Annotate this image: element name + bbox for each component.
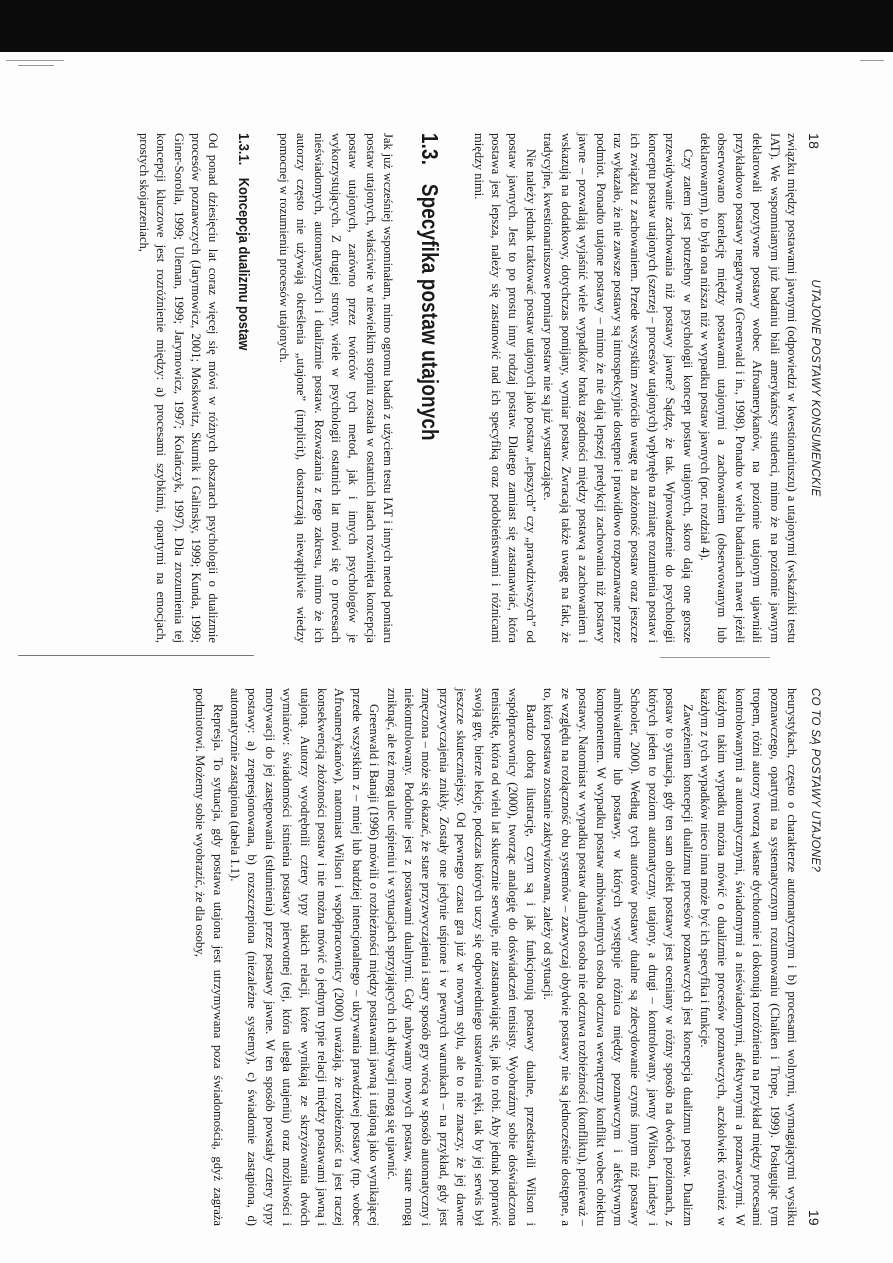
- page-number: 18: [806, 133, 822, 150]
- paragraph: związku między postawami jawnymi (odpowiedzi w kwestionariuszu) a utajonymi (wskaźniki testu IAT). We wspomnianym już badaniu biali amerykańscy studenci, mimo że na poziomie jawnym deklarowali pozytywne postawy wobec Afroamerykanów, na poziomie utajonym ujawniali przykładowo postawy negatywne (Greenwald i in., 1998). Ponadto w wielu badaniach nawet jeżeli obserwowano korelację między postawami utajonymi a zachowaniem (obserwowanym lub deklarowanym), to była ona niższa niż w wypadku postaw jawnych (por. rozdział 4).: [697, 133, 799, 643]
- page-header: [800, 133, 822, 643]
- page-18: [86, 133, 822, 643]
- section-title: Specyfika postaw utajonych: [417, 183, 444, 441]
- running-header: UTAJONE POSTAWY KONSUMENCKIE: [809, 279, 821, 497]
- gutter-line: [660, 657, 770, 658]
- scan-top-border: [0, 0, 893, 52]
- subsection-number: 1.3.1.: [235, 133, 253, 166]
- section-number: 1.3.: [417, 133, 444, 166]
- paragraph: Nie należy jednak traktować postaw utajonych jako postaw „lepszych” czy „prawdziwszych” od postaw jawnych. Jest to po prostu inny rodzaj postaw. Dlatego zamiast się zastanawiać, która postawa jest lepsza, należy się zastanowić nad ich specyfiką oraz podobieństwami i różnicami między nimi.: [471, 133, 538, 643]
- subsection-heading: [235, 133, 252, 572]
- paragraph: heurystykach, często o charakterze automatycznym i b) procesami wolnymi, wymagającymi wysiłku poznawczego, opartymi na systematycznym rozumowaniu (Chaiken i Trope, 1999). Posługując tym tropem, różni autorzy tworzą własne dychotomie i dokonują rozróżnienia na przykład między procesami kontrolowanymi a automatycznymi, świadomymi a nieświadomymi, afektywnymi a poznawczymi. W każdym takim wypadku można mówić o dualizmie procesów poznawczych, aczkolwiek również w każdym z tych wypadków nieco inna może być ich specyfika i funkcje.: [697, 688, 799, 1226]
- paragraph: Greenwald i Banaji (1996) mówili o rozbieżności między postawami jawną i utajoną jako wynikającej przede wszystkim z – mniej lub bardziej intencjonalnego – ukrywania prawdziwej postawy (np. wobec Afroamerykanów), natomiast Wilson i współpracownicy (2000) uważają, że rozbieżność ta jest raczej konsekwencją złożoności postaw i nie można mówić o jednym typie relacji między postawami jawną i utajoną. Autorzy wyodrębnili cztery typy takich relacji, które wynikają ze skrzyżowania dwóch wymiarów: świadomości istnienia postawy pierwotnej (tej, która uległa utajeniu) oraz możliwości i motywacji do jej zastępowania (stłumienia) przez postawy jawne. W ten sposób powstały cztery typy postawy: a) zrepresjonowana, b) rozszczepiona (niezależne systemy), c) świadomie zastąpiona, d) automatycznie zastąpiona (tabela 1.1).: [228, 688, 382, 1226]
- page-number: 19: [806, 1209, 822, 1226]
- paragraph: Bardzo dobrą ilustrację, czym są i jak funkcjonują postawy dualne, przedstawili Wilson i współpracownicy (2000), tworząc analogię do doświadczeń tenisisty. Wyobraźmy sobie doświadczona tenisistkę, która od wielu lat skutecznie serwuje, nie zastanawiając się, jak to robi. Aby jednak poprawić swoją grę, bierze lekcje, podczas których uczy się odpowiedniego ustawienia ręki, tak by jej serwis był jeszcze skuteczniejszy. Od pewnego czasu gra już w nowym stylu, ale to nie znaczy, że jej dawne przyzwyczajenia znikły. Zostały one jedynie uśpione i w pewnych warunkach – na przykład, gdy jest zmęczona – może się okazać, że stare przyzwyczajenia i stary sposób gry wrócą w sposób automatyczny i niekontrolowany. Podobnie jest z postawami dualnymi. Gdy nabywamy nowych postaw, stare mogą zniknąć, ale też mogą ulec uśpieniu i w sytuacjach sprzyjających ich aktywacji mogą się ujawnić.: [384, 688, 538, 1226]
- subsection-title: Koncepcja dualizmu postaw: [235, 177, 253, 351]
- gutter-line: [18, 655, 254, 656]
- paragraph: Od ponad dziesięciu lat coraz więcej się mówi w różnych obszarach psychologii o dualizmie procesów poznawczych (Jarymowicz, 2001; Moskowitz, Skurnik i Galinsky, 1999; Kunda, 1999; Giner-Sorolla, 1999; Uleman, 1999; Jarymowicz, 1997; Kolańczyk, 1997). Dla zrozumienia tej koncepcji kluczowe jest rozróżnienie między: a) procesami szybkimi, opartymi na emocjach, prostych skojarzeniach,: [136, 133, 221, 643]
- page-header: [800, 688, 822, 1226]
- page-19: [86, 688, 822, 1226]
- paragraph: Jak już wcześniej wspominałam, mimo ogromu badań z użyciem testu IAT i innych metod pomiaru postaw utajonych, właściwie w niewielkim stopniu została w ostatnich latach rozwinięta koncepcja postaw utajonych, zarówno przez twórców tych metod, jak i innych psychologów je wykorzystujących. Z drugiej strony, wiele w psychologii ostatnich lat mówi się o procesach nieświadomych, automatycznych i dualizmie postaw. Rozważania z tego zakresu, mimo że ich autorzy często nie używają określenia „utajone” (implicit), dostarczają niewątpliwie wiedzy pomocnej w rozumieniu procesów utajonych.: [276, 133, 396, 643]
- running-header: CO TO SĄ POSTAWY UTAJONE?: [809, 688, 821, 873]
- paragraph: Zawężeniem koncepcji dualizmu procesów poznawczych jest koncepcja dualizmu postaw. Dualizm postaw to sytuacja, gdy ten sam obiekt postawy jest oceniany w różny sposób na dwóch poziomach, z których jeden to poziom automatyczny, utajony, a drugi – kontrolowany, jawny (Wilson, Lindsey i Schooler, 2000). Według tych autorów postawy dualne są zdecydowanie czymś innym niż postawy ambiwalentne lub postawy, w których występuje różnica między poznawczym i afektywnym komponentem. W wypadku postaw ambiwalentnych osoba odczuwa wewnętrzny konflikt wobec obiektu postawy. Natomiast w wypadku postaw dualnych osoba nie odczuwa rozbieżności (konfliktu), ponieważ – ze względu na rozłączność obu systemów – zazwyczaj obydwie postawy nie są jednocześnie dostępne, a to, która postawa zostanie zaktywizowana, zależy od sytuacji.: [541, 688, 695, 1226]
- scan-artifact: [6, 60, 64, 61]
- paragraph: Represja. To sytuacja, gdy postawa utajona jest utrzymywana poza świadomością, gdyż zagraża podmiotowi. Możemy sobie wyobrazić, że dla osoby,: [193, 688, 225, 1226]
- scan-artifact: [18, 65, 54, 66]
- section-heading: [416, 133, 443, 551]
- paragraph: Czy zatem jest potrzebny w psychologii koncept postaw utajonych, skoro dają one gorsze przewidywanie zachowania niż postawy jawne? Sądzę, że tak. Wprowadzenie do psychologii konceptu postaw utajonych (szerzej – procesów utajonych) wpłynęło na zmianę rozumienia postaw i ich związku z zachowaniem. Przede wszystkim zwróciło uwagę na złożoność postaw oraz jeszcze raz wykazało, że nie zawsze postawy są introspekcyjnie dostępne i prawidłowo rozpoznawane przez podmiot. Ponadto utajone postawy – mimo że nie dają lepszej predykcji zachowania niż postawy jawne – pozwalają wyjaśnić wiele wypadków braku zgodności między postawą a zachowaniem i wskazują na dodatkowy, dotychczas pomijany, wymiar postaw. Zwracają także uwagę na fakt, że tradycyjne, kwestionariuszowe pomiary postaw nie są już wystarczające.: [541, 133, 695, 643]
- scan-artifact: [860, 60, 884, 61]
